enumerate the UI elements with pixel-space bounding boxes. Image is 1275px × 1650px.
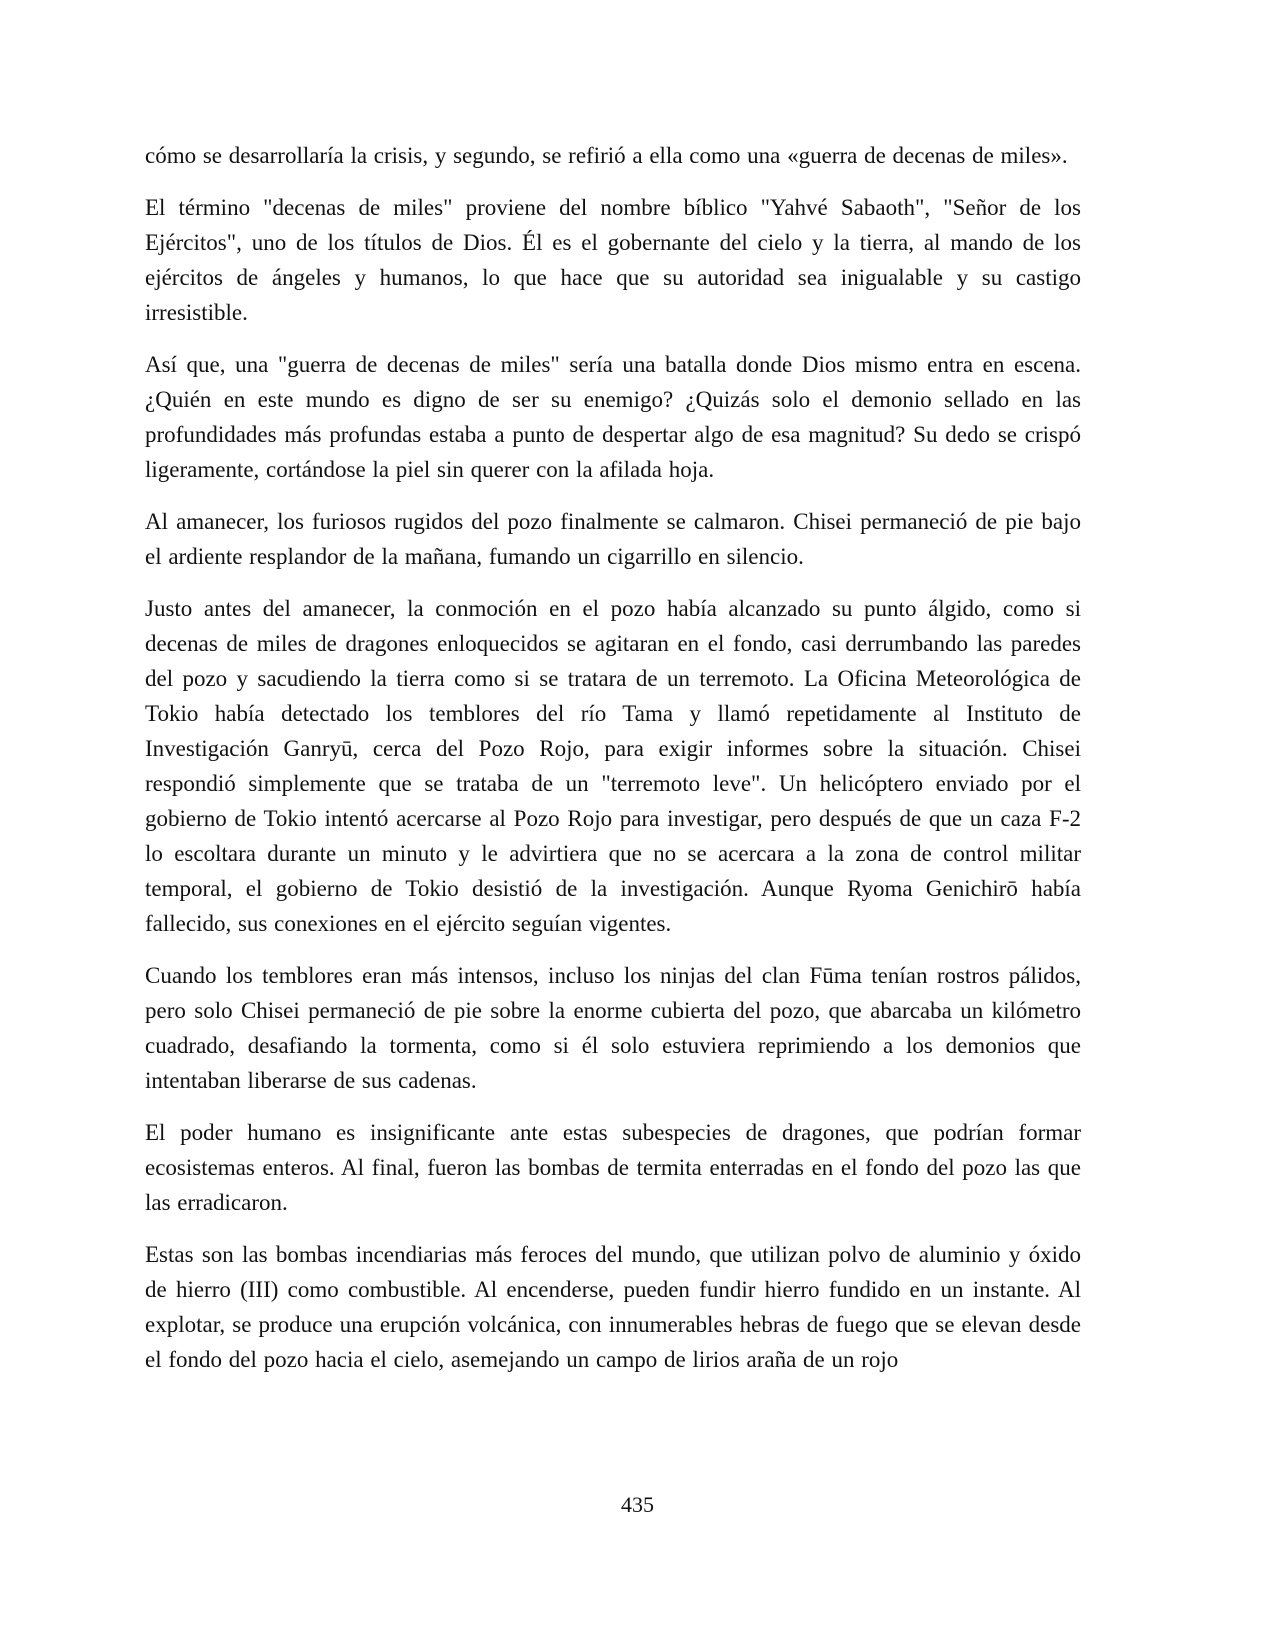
paragraph: Estas son las bombas incendiarias más feroces del mundo, que utilizan polvo de aluminio y óxido de hierro (III) como combustible. Al encenderse, pueden fundir hierro fundido en un instante. Al explotar, se produce una erupción volcánica, con innumerables hebras de fuego que se elevan desde el fondo del pozo hacia el cielo, asemejando un campo de lirios araña de un rojo [145,1242,1081,1372]
paragraph: Cuando los temblores eran más intensos, incluso los ninjas del clan Fūma tenían rostros pálidos, pero solo Chisei permaneció de pie sobre la enorme cubierta del pozo, que abarcaba un kilómetro cuadrado, desafiando la tormenta, como si él solo estuviera reprimiendo a los demonios que intentaban liberarse de sus cadenas. [145,963,1081,1093]
paragraph: El poder humano es insignificante ante estas subespecies de dragones, que podrían formar ecosistemas enteros. Al final, fueron las bombas de termita enterradas en el fondo del pozo las que las erradicaron. [145,1120,1081,1215]
paragraph: Así que, una "guerra de decenas de miles" sería una batalla donde Dios mismo entra en escena. ¿Quién en este mundo es digno de ser su enemigo? ¿Quizás solo el demonio sellado en las profundidades más profundas estaba a punto de despertar algo de esa magnitud? Su dedo se crispó ligeramente, cortándose la piel sin querer con la afilada hoja. [145,352,1081,482]
paragraph: Al amanecer, los furiosos rugidos del pozo finalmente se calmaron. Chisei permaneció de pie bajo el ardiente resplandor de la mañana, fumando un cigarrillo en silencio. [145,509,1081,569]
text-block [145,138,1081,1394]
paragraph: cómo se desarrollaría la crisis, y segundo, se refirió a ella como una «guerra de decenas de miles». [145,143,1068,168]
page-number: 435 [621,1492,654,1517]
page-footer [0,1492,1275,1518]
paragraph: El término "decenas de miles" proviene del nombre bíblico "Yahvé Sabaoth", "Señor de los Ejércitos", uno de los títulos de Dios. Él es el gobernante del cielo y la tierra, al mando de los ejércitos de ángeles y humanos, lo que hace que su autoridad sea inigualable y su castigo irresistible. [145,195,1081,325]
paragraph: Justo antes del amanecer, la conmoción en el pozo había alcanzado su punto álgido, como si decenas de miles de dragones enloquecidos se agitaran en el fondo, casi derrumbando las paredes del pozo y sacudiendo la tierra como si se tratara de un terremoto. La Oficina Meteorológica de Tokio había detectado los temblores del río Tama y llamó repetidamente al Instituto de Investigación Ganryū, cerca del Pozo Rojo, para exigir informes sobre la situación. Chisei respondió simplemente que se trataba de un "terremoto leve". Un helicóptero enviado por el gobierno de Tokio intentó acercarse al Pozo Rojo para investigar, pero después de que un caza F-2 lo escoltara durante un minuto y le advirtiera que no se acercara a la zona de control militar temporal, el gobierno de Tokio desistió de la investigación. Aunque Ryoma Genichirō había fallecido, sus conexiones en el ejército seguían vigentes. [145,596,1081,936]
